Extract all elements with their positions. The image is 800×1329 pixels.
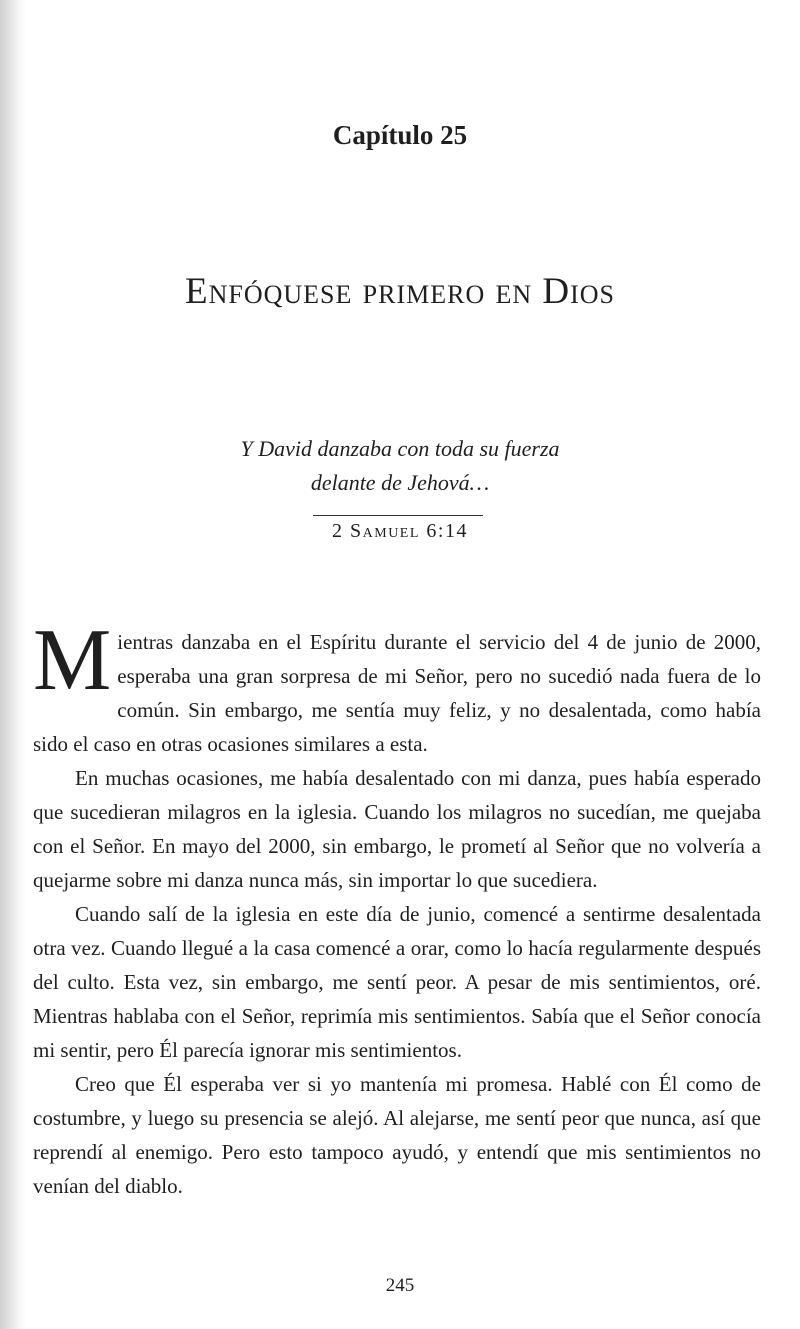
page-edge-shadow [0, 0, 26, 1329]
epigraph-line-1: Y David danzaba con toda su fuerza [240, 436, 560, 461]
epigraph-reference: 2 Samuel 6:14 [332, 520, 468, 542]
chapter-title: Enfóquese primero en Dios [185, 270, 615, 312]
paragraph-4: Creo que Él esperaba ver si yo mantenía mi promesa. Hablé con Él como de costumbre, y luego su presencia se alejó. Al alejarse, me sentí peor que nunca, así que reprendí al enemigo. Pero esto tampoco ayudó, y entendí que mis sentimientos no venían del diablo. [33, 1072, 761, 1198]
paragraph-1-text: ientras danzaba en el Espíritu durante el servicio del 4 de junio de 2000, esperaba una gran sorpresa de mi Señor, pero no sucedió nada fuera de lo común. Sin embargo, me sentía muy feliz, y no desalentada, como había sido el caso en otras ocasiones similares a esta. [33, 630, 761, 756]
chapter-label: Capítulo 25 [332, 120, 468, 150]
paragraph-1 [33, 612, 761, 761]
body-text [33, 612, 761, 1203]
epigraph [0, 432, 800, 500]
reference-rule [313, 515, 483, 516]
epigraph-line-2: delante de Jehová… [310, 470, 490, 495]
page-number: 245 [385, 1275, 415, 1296]
drop-cap: M [33, 612, 112, 709]
paragraph-3: Cuando salí de la iglesia en este día de junio, comencé a sentirme desalentada otra vez. Cuando llegué a la casa comencé a orar, como lo hacía regularmente después del culto. Esta vez, sin embargo, me sentí peor. A pesar de mis sentimientos, oré. Mientras hablaba con el Señor, reprimía mis sentimientos. Sabía que el Señor conocía mi sentir, pero Él parecía ignorar mis sentimientos. [33, 902, 761, 1062]
paragraph-2: En muchas ocasiones, me había desalentado con mi danza, pues había esperado que sucedieran milagros en la iglesia. Cuando los milagros no sucedían, me quejaba con el Señor. En mayo del 2000, sin embargo, le prometí al Señor que no volvería a quejarme sobre mi danza nunca más, sin importar lo que sucediera. [33, 766, 761, 892]
